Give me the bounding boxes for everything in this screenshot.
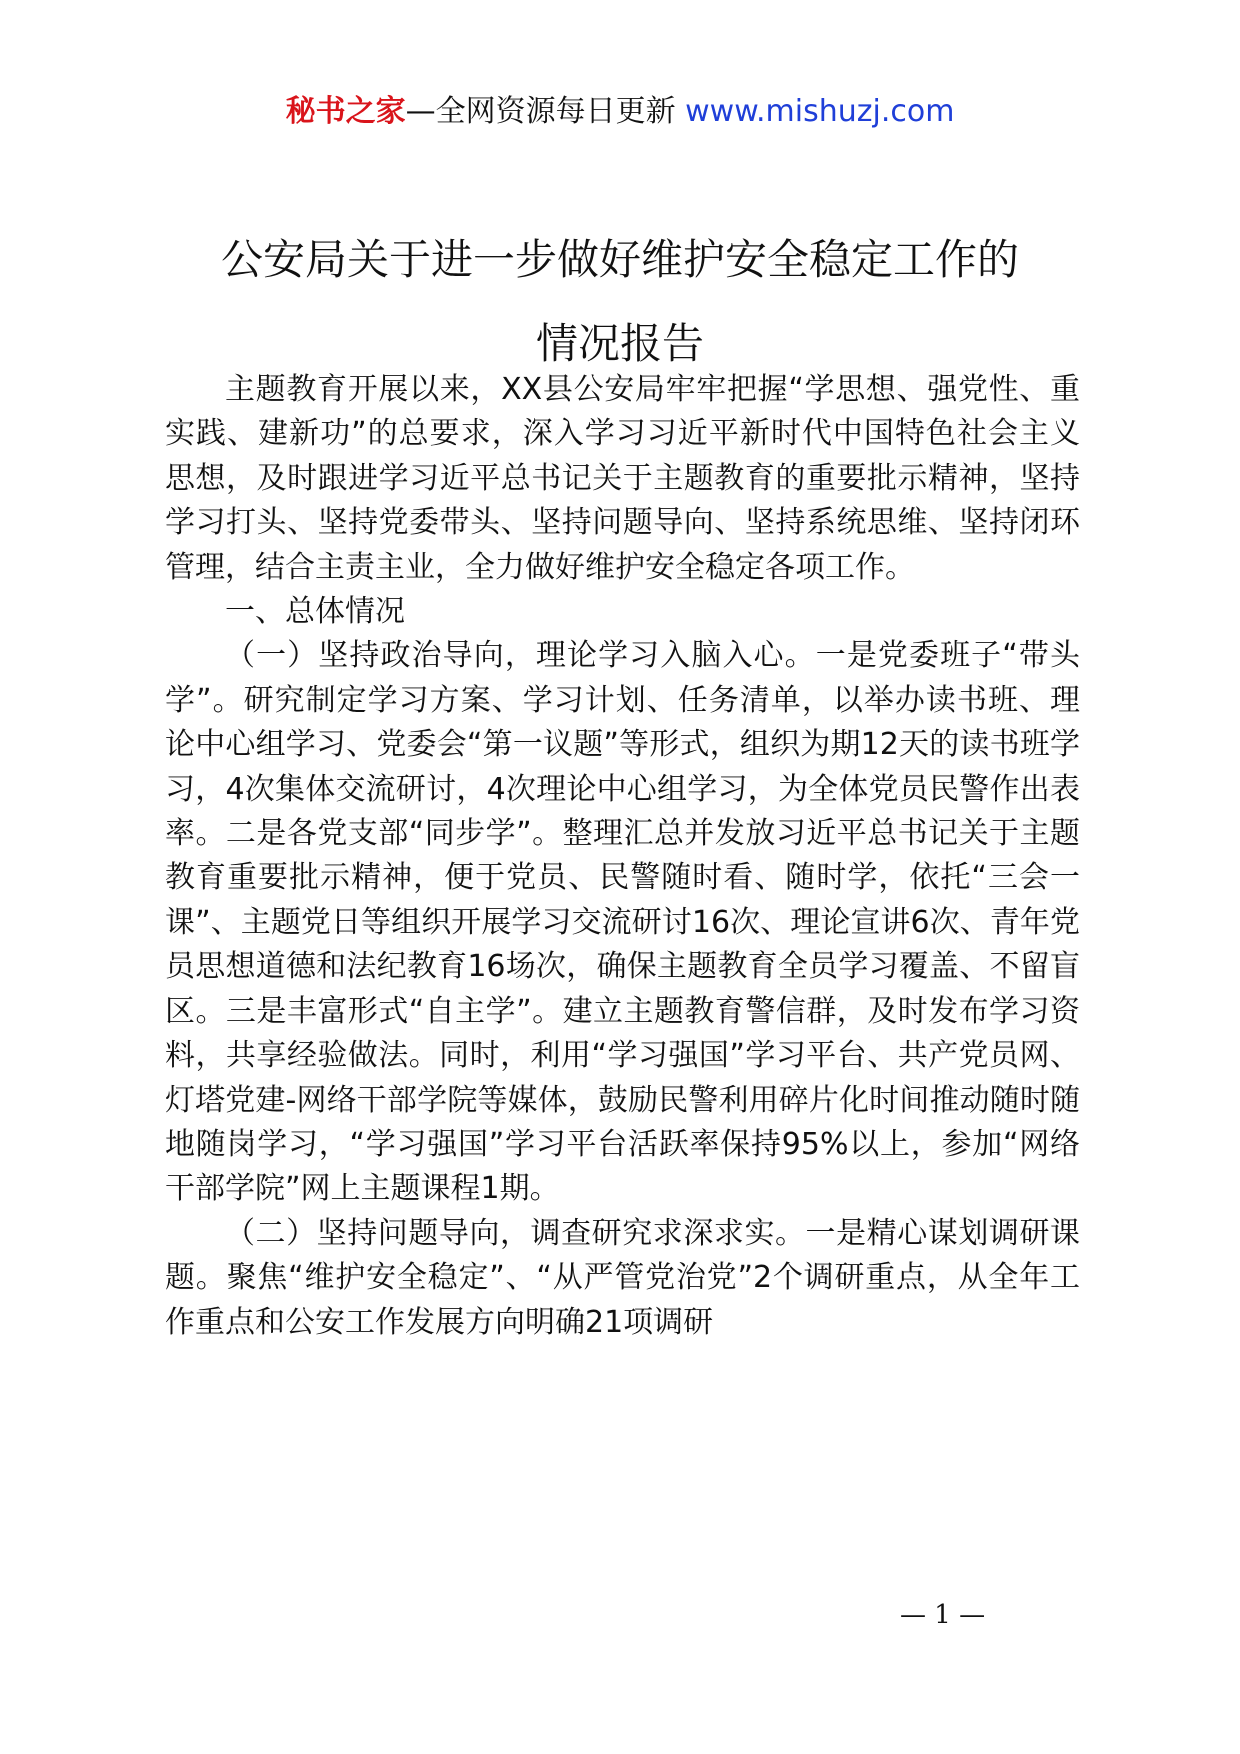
site-brand: 秘书之家 (285, 94, 406, 129)
document-body (165, 368, 1080, 1345)
section-heading: 一、总体情况 (225, 594, 405, 630)
site-tagline: —全网资源每日更新 (405, 94, 676, 129)
document-title (0, 218, 1240, 386)
document-title-line-2: 情况报告 (535, 319, 704, 368)
page-number: — 1 — (900, 1600, 986, 1630)
intro-paragraph: 主题教育开展以来，XX县公安局牢牢把握“学思想、强党性、重实践、建新功”的总要求，深入学习习近平新时代中国特色社会主义思想，及时跟进学习近平总书记关于主题教育的重要批示精神，坚持学习打头、坚持党委带头、坚持问题导向、坚持系统思维、坚持闭环管理，结合主责主业，全力做好维护安全稳定各项工作。 (165, 372, 1080, 585)
subsection-1-paragraph: （一）坚持政治导向，理论学习入脑入心。一是党委班子“带头学”。研究制定学习方案、学习计划、任务清单，以举办读书班、理论中心组学习、党委会“第一议题”等形式，组织为期12天的读书班学习，4次集体交流研讨，4次理论中心组学习，为全体党员民警作出表率。二是各党支部“同步学”。整理汇总并发放习近平总书记关于主题教育重要批示精神，便于党员、民警随时看、随时学，依托“三会一课”、主题党日等组织开展学习交流研讨16次、理论宣讲6次、青年党员思想道德和法纪教育16场次，确保主题教育全员学习覆盖、不留盲区。三是丰富形式“自主学”。建立主题教育警信群，及时发布学习资料，共享经验做法。同时，利用“学习强国”学习平台、共产党员网、灯塔党建-网络干部学院等媒体，鼓励民警利用碎片化时间推动随时随地随岗学习，“学习强国”学习平台活跃率保持95%以上，参加“网络干部学院”网上主题课程1期。 (165, 638, 1080, 1207)
site-url-link[interactable]: www.mishuzj.com (685, 94, 955, 129)
document-title-line-1: 公安局关于进一步做好维护安全稳定工作的 (220, 235, 1019, 284)
site-header (0, 92, 1240, 132)
subsection-2-paragraph: （二）坚持问题导向，调查研究求深求实。一是精心谋划调研课题。聚焦“维护安全稳定”、“从严管党治党”2个调研重点，从全年工作重点和公安工作发展方向明确21项调研 (165, 1215, 1080, 1340)
